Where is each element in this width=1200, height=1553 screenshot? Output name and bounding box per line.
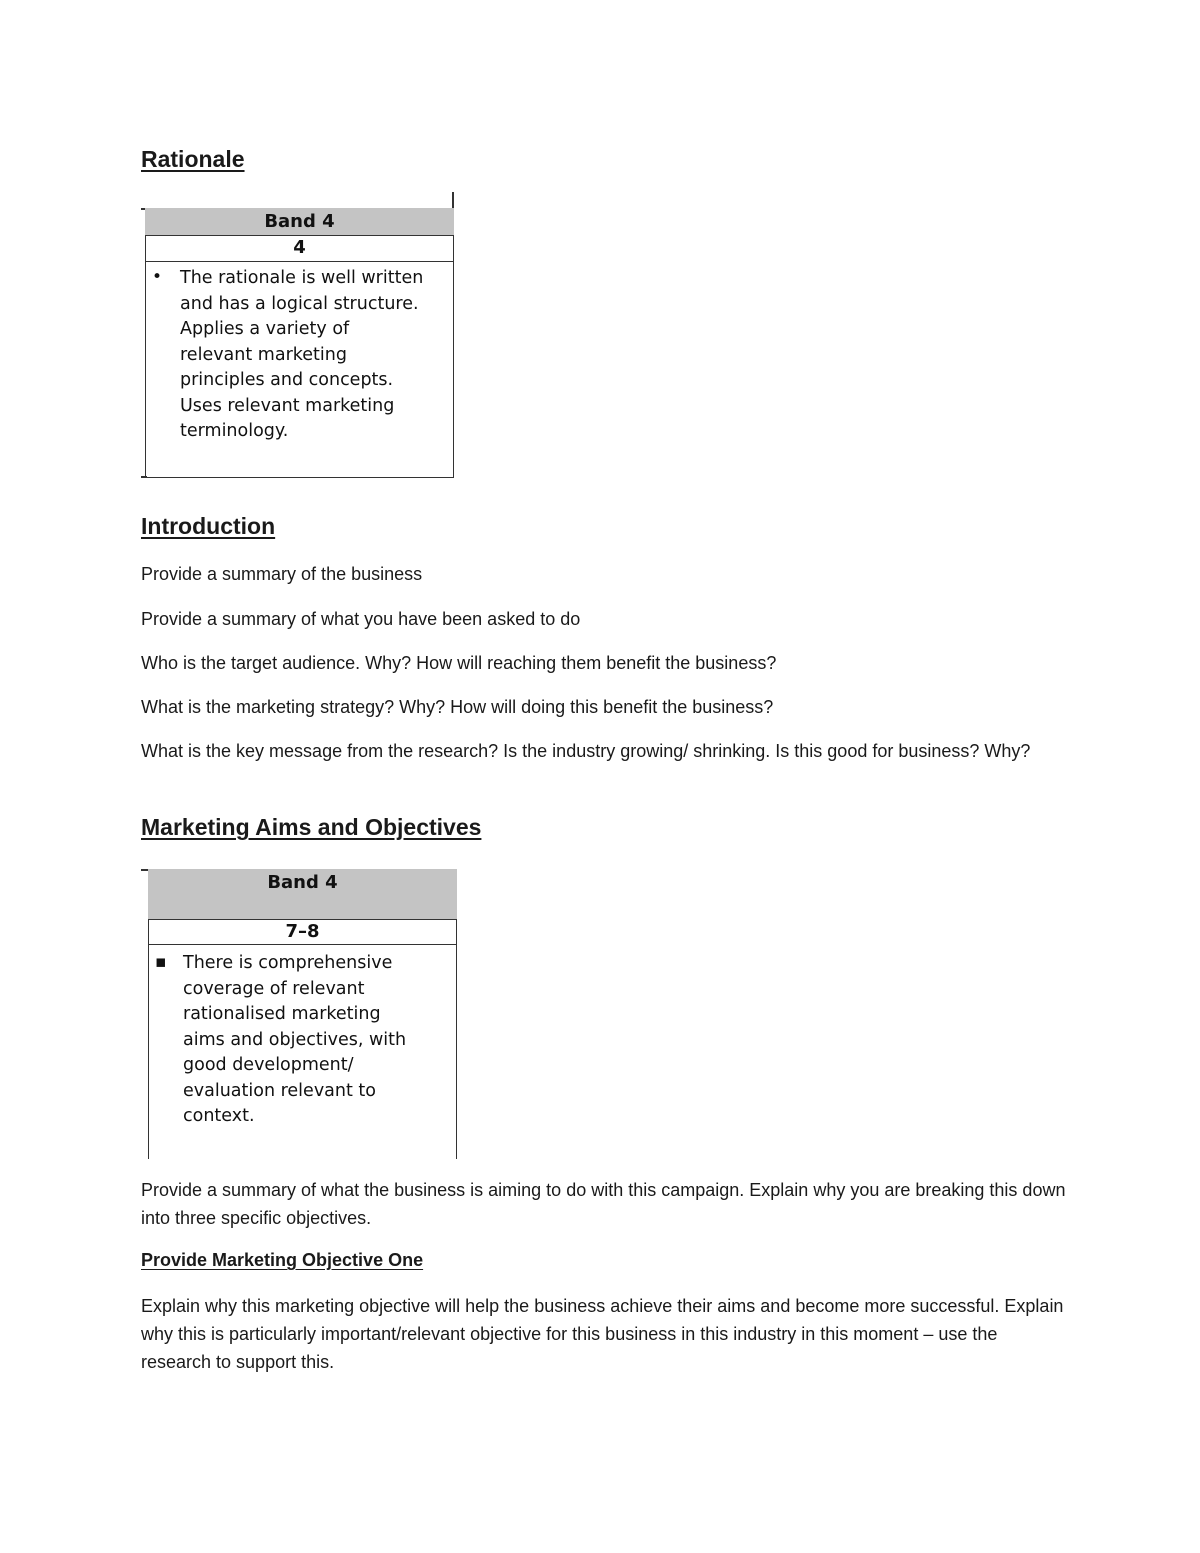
band-score: 4 bbox=[145, 236, 454, 262]
band-description: The rationale is well written and has a logical structure. Applies a variety of relevant marketing principles and concepts. Uses relevant marketing terminology. bbox=[180, 268, 424, 441]
bullet-icon: ▪ bbox=[155, 952, 167, 972]
intro-paragraph: What is the marketing strategy? Why? How will doing this benefit the business? bbox=[141, 697, 774, 717]
objective-one-heading: Provide Marketing Objective One bbox=[141, 1250, 424, 1270]
band-description: There is comprehensive coverage of relevant rationalised marketing aims and objectives, with good development/ evaluation relevant to context. bbox=[183, 953, 407, 1126]
rationale-heading: Rationale bbox=[141, 146, 245, 172]
rationale-band-table bbox=[141, 192, 456, 482]
table-edge-tick bbox=[141, 476, 147, 478]
intro-paragraph: Provide a summary of what you have been asked to do bbox=[141, 609, 581, 629]
aims-summary: Provide a summary of what the business is aiming to do with this campaign. Explain why you are breaking this down into three specific objectives. bbox=[141, 1180, 1066, 1228]
aims-band-table bbox=[141, 868, 459, 1160]
band-title: Band 4 bbox=[148, 869, 457, 920]
introduction-heading: Introduction bbox=[141, 513, 276, 539]
aims-heading: Marketing Aims and Objectives bbox=[141, 814, 482, 840]
objective-one-text: Explain why this marketing objective will help the business achieve their aims and become more successful. Explain why this is particularly important/relevant objective for this business in this industry in this moment – use the research to support this. bbox=[141, 1296, 1064, 1372]
intro-paragraph: Provide a summary of the business bbox=[141, 564, 423, 584]
band-score: 7–8 bbox=[148, 920, 457, 945]
intro-paragraph: Who is the target audience. Why? How will reaching them benefit the business? bbox=[141, 653, 777, 673]
intro-paragraph: What is the key message from the research? Is the industry growing/ shrinking. Is this good for business? Why? bbox=[141, 741, 1031, 761]
bullet-icon: • bbox=[152, 267, 163, 287]
band-title: Band 4 bbox=[145, 208, 454, 236]
